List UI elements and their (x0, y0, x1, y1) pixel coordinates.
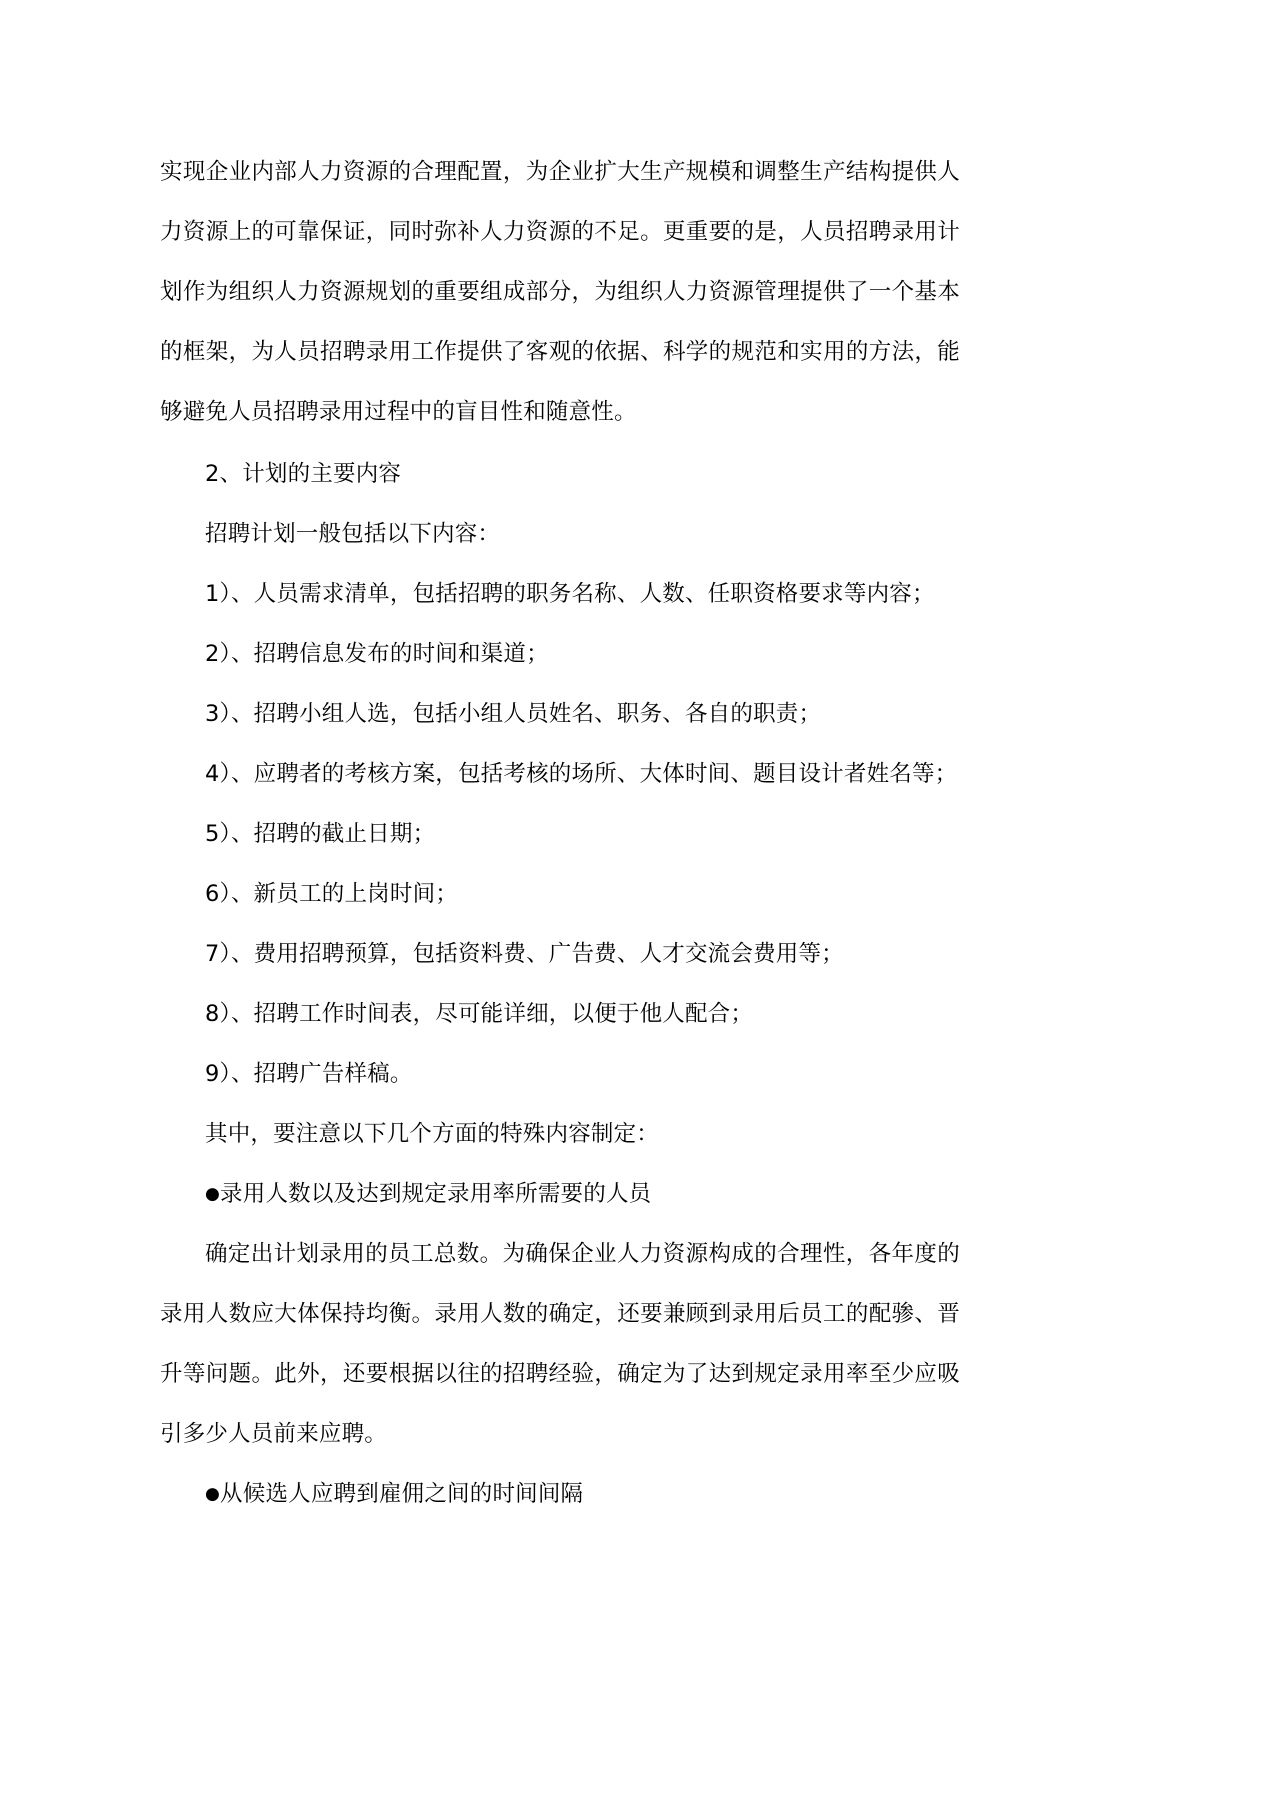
bullet-dot-icon: ● (205, 1484, 221, 1504)
list-item-1: 1）、人员需求清单，包括招聘的职务名称、人数、任职资格要求等内容； (205, 581, 935, 607)
list-item-3: 3）、招聘小组人选，包括小组人员姓名、职务、各自的职责； (205, 701, 822, 727)
bullet-point-2 (160, 1464, 960, 1524)
list-item-8: 8）、招聘工作时间表，尽可能详细，以便于他人配合； (205, 1001, 754, 1027)
section-heading-2: 2、计划的主要内容 (205, 461, 402, 487)
paragraph-hire-count: 确定出计划录用的员工总数。为确保企业人力资源构成的合理性，各年度的录用人数应大体保持均衡。录用人数的确定，还要兼顾到录用后员工的配骖、晋升等问题。此外，还要根据以往的招聘经验，确定为了达到规定录用率至少应吸引多少人员前来应聘。 (160, 1241, 960, 1447)
paragraph-intro: 实现企业内部人力资源的合理配置，为企业扩大生产规模和调整生产结构提供人力资源上的可靠保证，同时弥补人力资源的不足。更重要的是，人员招聘录用计划作为组织人力资源规划的重要组成部分，为组织人力资源管理提供了一个基本的框架，为人员招聘录用工作提供了客观的依据、科学的规范和实用的方法，能够避免人员招聘录用过程中的盲目性和随意性。 (160, 159, 960, 425)
list-item-9: 9）、招聘广告样稿。 (205, 1061, 413, 1087)
list-item-7: 7）、费用招聘预算，包括资料费、广告费、人才交流会费用等； (205, 941, 844, 967)
list-item-6: 6）、新员工的上岗时间； (205, 881, 458, 907)
document-body (160, 142, 960, 1524)
list-item-5: 5）、招聘的截止日期； (205, 821, 436, 847)
bullet-point-2-label: 从候选人应聘到雇佣之间的时间间隔 (220, 1481, 584, 1507)
list-item-4: 4）、应聘者的考核方案，包括考核的场所、大体时间、题目设计者姓名等； (205, 761, 958, 787)
bullet-dot-icon: ● (205, 1184, 221, 1204)
list-item-2: 2）、招聘信息发布的时间和渠道； (205, 641, 549, 667)
list-lead-in: 招聘计划一般包括以下内容： (205, 521, 501, 547)
special-note-lead-in: 其中，要注意以下几个方面的特殊内容制定： (205, 1121, 660, 1147)
bullet-point-1 (160, 1164, 960, 1224)
bullet-point-1-label: 录用人数以及达到规定录用率所需要的人员 (220, 1181, 652, 1207)
